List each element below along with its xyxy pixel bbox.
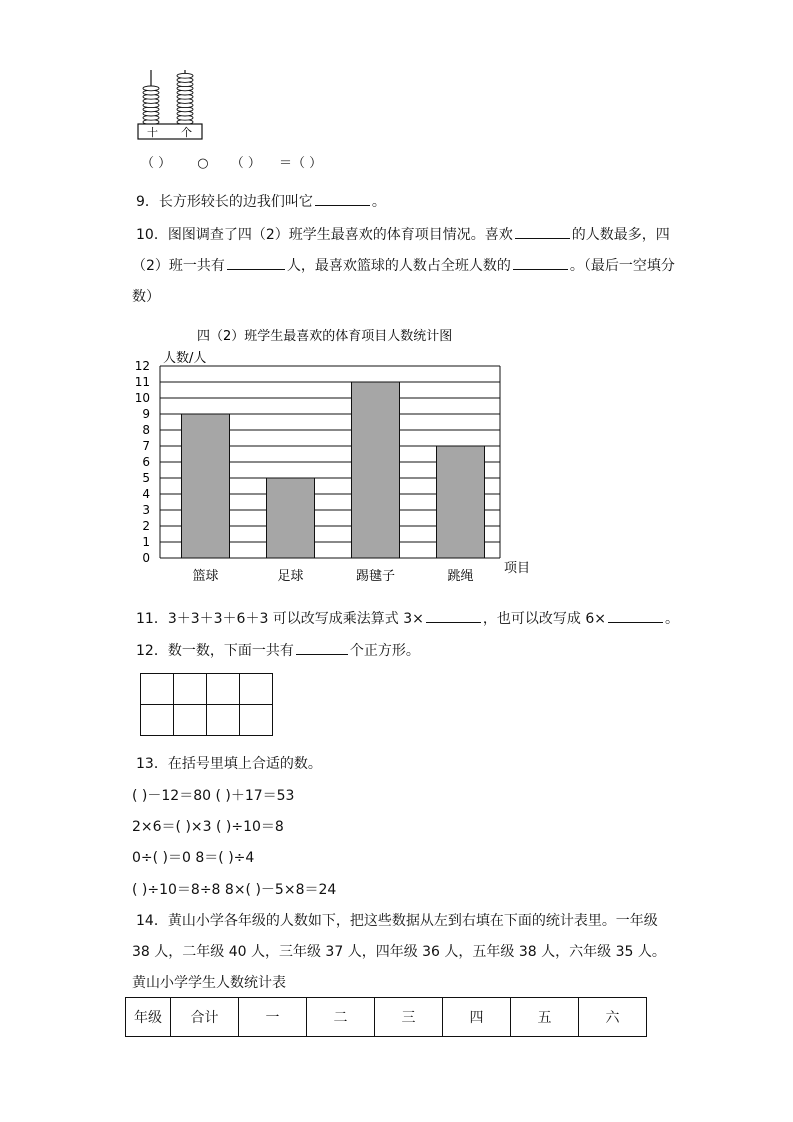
q13-line-1: ( )－12＝80 ( )＋17＝53 xyxy=(132,788,295,804)
y-tick-label: 7 xyxy=(142,439,150,453)
abacus-bead xyxy=(143,86,159,91)
bar xyxy=(437,446,485,558)
answer-blank[interactable] xyxy=(515,226,570,239)
header-cell[interactable]: 六 xyxy=(579,998,647,1037)
answer-blank[interactable] xyxy=(227,257,285,270)
table-title: 黄山小学学生人数统计表 xyxy=(132,975,286,991)
header-cell[interactable]: 合计 xyxy=(171,998,239,1037)
abacus-figure xyxy=(130,60,210,142)
table-row xyxy=(126,998,647,1037)
abacus-caption xyxy=(141,152,322,171)
grades-table xyxy=(125,997,647,1037)
bar xyxy=(352,382,400,558)
question-10-line1: 10．图图调查了四（2）班学生最喜欢的体育项目情况。喜欢 的人数最多，四 xyxy=(136,227,670,243)
question-11: 11．3＋3＋3＋6＋3 可以改写成乘法算式 3× ，也可以改写成 6× 。 xyxy=(136,611,679,627)
bar-chart xyxy=(120,320,550,590)
header-cell[interactable]: 四 xyxy=(443,998,511,1037)
question-9: 9．长方形较长的边我们叫它 。 xyxy=(136,194,386,210)
answer-blank[interactable] xyxy=(426,610,481,623)
header-cell[interactable]: 一 xyxy=(239,998,307,1037)
x-tick-label: 篮球 xyxy=(192,569,219,584)
bar xyxy=(267,478,315,558)
answer-blank[interactable] xyxy=(296,642,348,655)
y-tick-label: 1 xyxy=(142,535,150,549)
y-tick-label: 10 xyxy=(134,391,150,405)
q13-line-2: 2×6＝( )×3 ( )÷10＝8 xyxy=(132,819,284,835)
y-tick-label: 8 xyxy=(142,423,150,437)
answer-blank[interactable] xyxy=(608,610,663,623)
y-tick-label: 6 xyxy=(142,455,150,469)
question-14-line1: 14．黄山小学各年级的人数如下，把这些数据从左到右填在下面的统计表里。一年级 xyxy=(136,913,658,929)
chart-xlabel: 项目 xyxy=(504,561,531,576)
chart-ylabel: 人数/人 xyxy=(163,351,207,366)
question-14-line2: 38 人，二年级 40 人，三年级 37 人，四年级 36 人，五年级 38 人，六年级 35 人。 xyxy=(132,944,666,960)
y-tick-label: 12 xyxy=(134,359,150,373)
q13-line-3: 0÷( )＝0 8＝( )÷4 xyxy=(132,850,255,866)
q13-line-4: ( )÷10＝8÷8 8×( )－5×8＝24 xyxy=(132,882,337,898)
abacus-bead xyxy=(177,73,193,78)
y-tick-label: 4 xyxy=(142,487,150,501)
blank-result: ＝（ ） xyxy=(279,156,323,171)
question-13-title: 13．在括号里填上合适的数。 xyxy=(136,756,322,772)
x-tick-label: 足球 xyxy=(277,569,304,584)
x-tick-label: 跳绳 xyxy=(447,569,474,584)
y-tick-label: 5 xyxy=(142,471,150,485)
y-tick-label: 11 xyxy=(134,375,150,389)
squares-figure xyxy=(140,673,273,736)
abacus-label-tens: 十 xyxy=(147,126,158,139)
y-tick-label: 9 xyxy=(142,407,150,421)
header-cell: 年级 xyxy=(126,998,171,1037)
answer-blank[interactable] xyxy=(315,193,370,206)
y-tick-label: 3 xyxy=(142,503,150,517)
x-tick-label: 踢毽子 xyxy=(355,569,396,584)
header-cell[interactable]: 三 xyxy=(375,998,443,1037)
header-cell[interactable]: 五 xyxy=(511,998,579,1037)
y-tick-label: 2 xyxy=(142,519,150,533)
question-10-line2: （2）班一共有 人，最喜欢篮球的人数占全班人数的 。（最后一空填分 xyxy=(132,258,675,274)
question-10-line3: 数） xyxy=(132,289,160,305)
blank-tens: （ ） xyxy=(141,156,172,171)
header-cell[interactable]: 二 xyxy=(307,998,375,1037)
abacus-label-ones: 个 xyxy=(181,126,192,139)
bar xyxy=(182,414,230,558)
chart-title: 四（2）班学生最喜欢的体育项目人数统计图 xyxy=(197,329,453,344)
y-tick-label: 0 xyxy=(142,551,150,565)
blank-ones: （ ） xyxy=(230,156,261,171)
answer-blank[interactable] xyxy=(513,257,568,270)
question-12: 12．数一数，下面一共有 个正方形。 xyxy=(136,643,420,659)
compare-circle: ○ xyxy=(197,156,209,171)
